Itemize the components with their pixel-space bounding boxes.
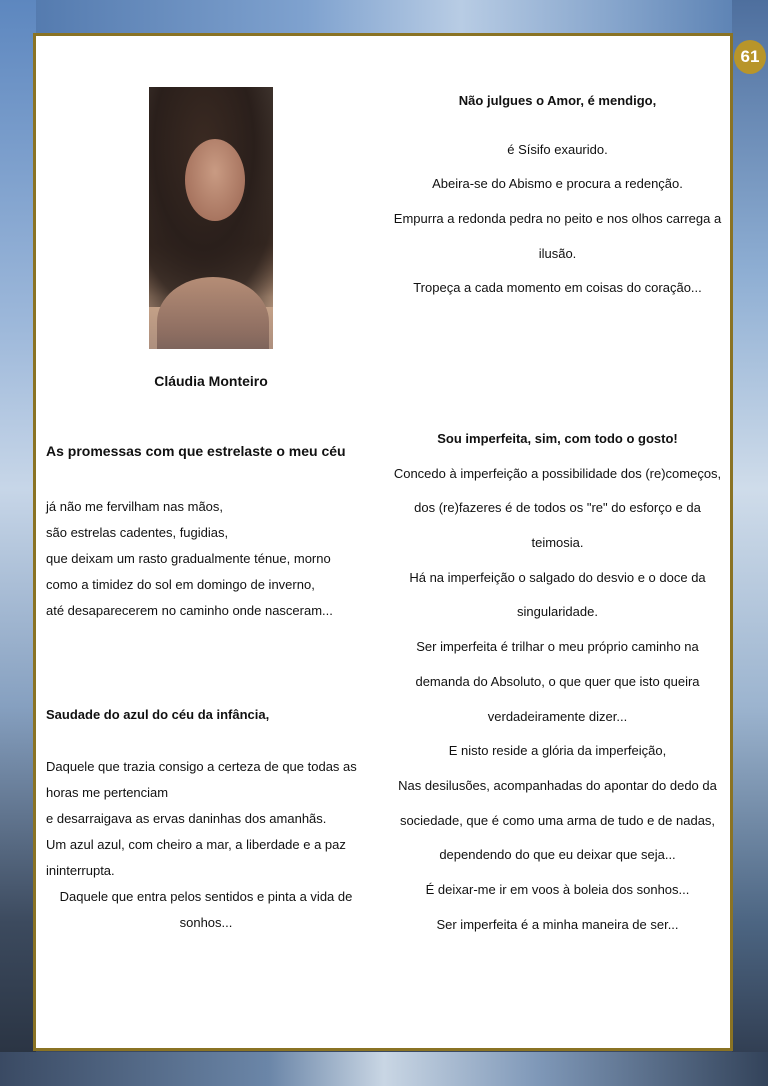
poem-line: já não me fervilham nas mãos,: [46, 499, 224, 514]
author-photo: [149, 87, 273, 349]
poem-line: e desarraigava as ervas daninhas dos amanhãs.: [46, 811, 327, 826]
poem-line: E nisto reside a glória da imperfeição,: [448, 743, 667, 759]
background-sky-right: [732, 0, 768, 1086]
poem-line: Nas desilusões, acompanhadas do apontar do dedo da: [398, 777, 717, 793]
poem-line: sociedade, que é como uma arma de tudo e de nadas,: [399, 812, 716, 828]
poem-line: horas me pertenciam: [46, 785, 169, 800]
poem-3-title: Saudade do azul do céu da infância,: [46, 707, 270, 722]
spacer: [46, 728, 366, 754]
author-name: Cláudia Monteiro: [154, 373, 268, 389]
poem-2: [46, 438, 366, 624]
background-sky-top: [0, 0, 768, 34]
spacer: [46, 464, 366, 494]
poem-line: Daquele que entra pelos sentidos e pinta a vida de: [59, 889, 353, 904]
page-number-badge: 61: [734, 40, 766, 74]
poem-4: [390, 422, 725, 942]
poem-line: Um azul azul, com cheiro a mar, a liberdade e a paz: [46, 837, 346, 852]
poem-line: É deixar-me ir em voos à boleia dos sonhos...: [425, 881, 690, 897]
spacer: [390, 119, 725, 133]
poem-1-title: Não julgues o Amor, é mendigo,: [458, 93, 657, 108]
poem-line: dependendo do que eu deixar que seja...: [439, 847, 676, 863]
background-sky-left: [0, 0, 36, 1086]
poem-line: Ser imperfeita é a minha maneira de ser...: [436, 916, 679, 932]
poem-line: Empurra a redonda pedra no peito e nos olhos carrega a: [393, 211, 722, 227]
poem-line: Tropeça a cada momento em coisas do coração...: [413, 280, 702, 296]
poem-line: teimosia.: [531, 535, 584, 551]
poem-line: singularidade.: [517, 604, 598, 620]
poem-line: que deixam um rasto gradualmente ténue, morno: [46, 551, 331, 566]
poem-3: [46, 702, 366, 936]
poem-4-title: Sou imperfeita, sim, com todo o gosto!: [437, 431, 678, 446]
poem-line: como a timidez do sol em domingo de inverno,: [46, 577, 315, 592]
poem-line: verdadeiramente dizer...: [487, 708, 628, 724]
poem-line: Há na imperfeição o salgado do desvio e o doce da: [409, 569, 706, 585]
poem-line: dos (re)fazeres é de todos os "re" do esforço e da: [414, 500, 701, 516]
poem-line: são estrelas cadentes, fugidias,: [46, 525, 229, 540]
background-harbor-bottom: [0, 1052, 768, 1086]
poem-line: demanda do Absoluto, o que quer que isto queira: [415, 673, 700, 689]
poem-line: sonhos...: [179, 915, 233, 930]
poem-line: ilusão.: [538, 245, 577, 261]
poem-line: Concedo à imperfeição a possibilidade dos (re)começos,: [393, 465, 722, 481]
poem-line: Abeira-se do Abismo e procura a redenção.: [432, 176, 683, 192]
photo-face: [185, 139, 245, 221]
poem-line: Ser imperfeita é trilhar o meu próprio caminho na: [416, 639, 699, 655]
poem-1: [390, 84, 725, 306]
poem-line: é Sísifo exaurido.: [507, 141, 608, 157]
poem-line: ininterrupta.: [46, 863, 115, 878]
poem-line: até desaparecerem no caminho onde nasceram...: [46, 603, 333, 618]
poem-line: Daquele que trazia consigo a certeza de que todas as: [46, 759, 357, 774]
poem-2-title: As promessas com que estrelaste o meu céu: [46, 443, 346, 459]
